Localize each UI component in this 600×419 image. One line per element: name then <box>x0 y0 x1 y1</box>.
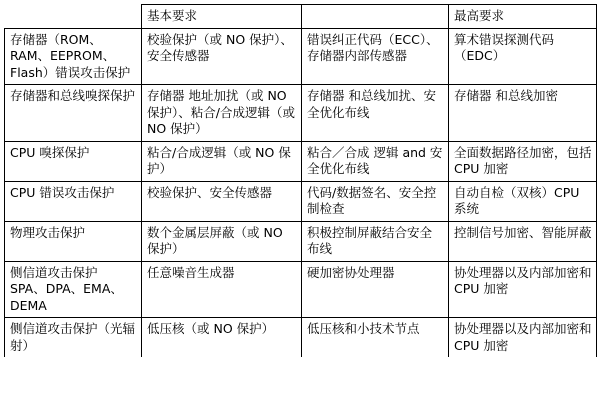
table-header <box>5 5 597 29</box>
table-row <box>5 141 597 181</box>
cell-high: 协处理器以及内部加密和 CPU 加密 <box>449 318 597 358</box>
table-row <box>5 28 597 85</box>
cell-high: 协处理器以及内部加密和 CPU 加密 <box>449 261 597 318</box>
cell-basic: 任意噪音生成器 <box>142 261 302 318</box>
cell-high: 算术错误探测代码（EDC） <box>449 28 597 85</box>
column-header-basic: 基本要求 <box>142 5 302 29</box>
cell-high: 控制信号加密、智能屏蔽 <box>449 221 597 261</box>
row-label: CPU 错误攻击保护 <box>5 181 142 221</box>
row-label: 存储器（ROM、RAM、EEPROM、Flash）错误攻击保护 <box>5 28 142 85</box>
cell-high: 存储器 和总线加密 <box>449 85 597 142</box>
table-row <box>5 181 597 221</box>
cell-basic: 校验保护（或 NO 保护）、安全传感器 <box>142 28 302 85</box>
row-label: CPU 嗅探保护 <box>5 141 142 181</box>
table-body <box>5 28 597 357</box>
cell-middle: 代码/数据签名、安全控制检查 <box>302 181 449 221</box>
cell-middle: 粘合／合成 逻辑 and 安全优化布线 <box>302 141 449 181</box>
table-row <box>5 221 597 261</box>
cell-middle: 积极控制屏蔽结合安全布线 <box>302 221 449 261</box>
cell-middle: 低压核和小技术节点 <box>302 318 449 358</box>
row-label: 物理攻击保护 <box>5 221 142 261</box>
column-header-empty <box>5 5 142 29</box>
requirements-table <box>4 4 597 357</box>
row-label: 侧信道攻击保护 SPA、DPA、EMA、DEMA <box>5 261 142 318</box>
cell-high: 全面数据路径加密，包括 CPU 加密 <box>449 141 597 181</box>
cell-basic: 存储器 地址加扰（或 NO 保护）、粘合/合成逻辑（或 NO 保护） <box>142 85 302 142</box>
cell-basic: 校验保护、安全传感器 <box>142 181 302 221</box>
cell-high: 自动自检（双核）CPU 系统 <box>449 181 597 221</box>
cell-middle: 硬加密协处理器 <box>302 261 449 318</box>
table-row <box>5 85 597 142</box>
table-row <box>5 318 597 358</box>
cell-middle: 存储器 和总线加扰、安全优化布线 <box>302 85 449 142</box>
header-row <box>5 5 597 29</box>
column-header-high: 最高要求 <box>449 5 597 29</box>
cell-middle: 错误纠正代码（ECC）、存储器内部传感器 <box>302 28 449 85</box>
row-label: 侧信道攻击保护（光辐射） <box>5 318 142 358</box>
cell-basic: 数个金属层屏蔽（或 NO 保护） <box>142 221 302 261</box>
column-header-middle <box>302 5 449 29</box>
table-row <box>5 261 597 318</box>
cell-basic: 粘合/合成逻辑（或 NO 保护） <box>142 141 302 181</box>
row-label: 存储器和总线嗅探保护 <box>5 85 142 142</box>
cell-basic: 低压核（或 NO 保护） <box>142 318 302 358</box>
